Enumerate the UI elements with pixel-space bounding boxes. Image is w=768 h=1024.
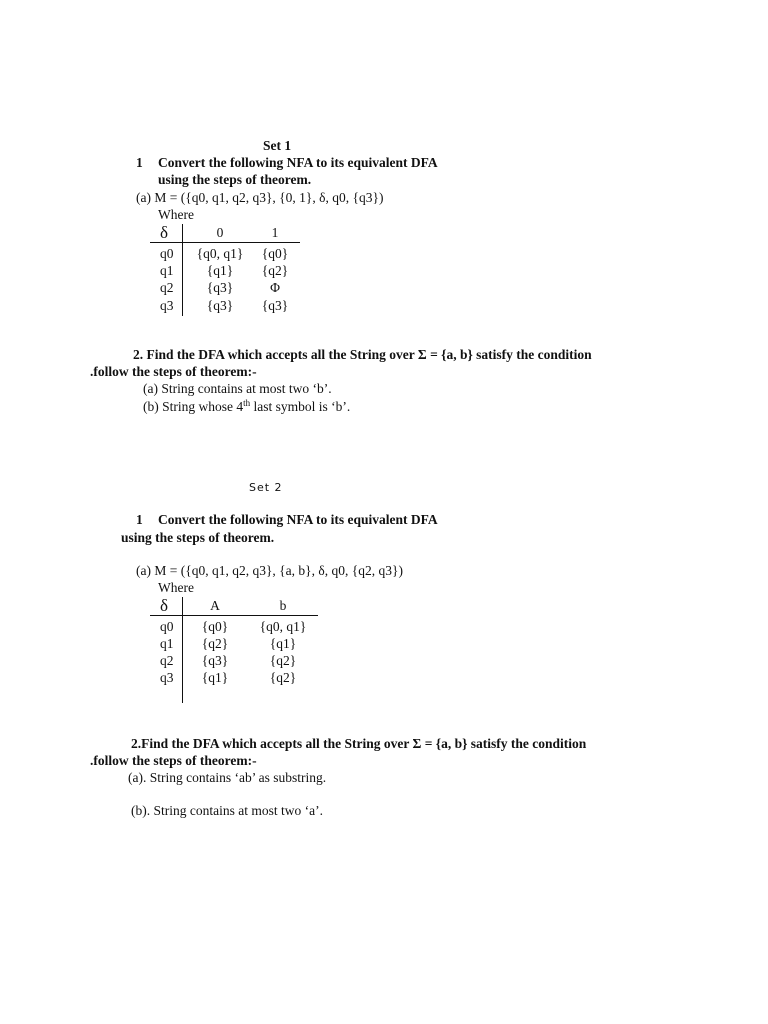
set1-q2-b-pre: (b) String whose 4 xyxy=(143,399,244,414)
set1-table-corner: δ xyxy=(160,223,169,242)
set2-q1-number: 1 xyxy=(136,512,143,527)
table-row-state: q3 xyxy=(160,298,174,313)
set2-table-col2: b xyxy=(279,598,287,613)
set1-q1-number: 1 xyxy=(136,155,143,170)
set2-q2-line1: 2.Find the DFA which accepts all the String over Σ = {a, b} satisfy the condition xyxy=(131,736,587,751)
table-row-state: q2 xyxy=(160,280,174,295)
set1-where: Where xyxy=(158,207,194,222)
table-cell: {q3} xyxy=(201,653,229,668)
set1-table-horizontal-rule xyxy=(150,242,300,243)
table-cell: {q0, q1} xyxy=(196,246,244,261)
table-cell: {q3} xyxy=(206,280,234,295)
table-row-state: q0 xyxy=(160,619,174,634)
set1-table-vertical-rule xyxy=(182,224,183,316)
table-cell: {q0} xyxy=(261,246,289,261)
set2-q2-line2: .follow the steps of theorem:- xyxy=(90,753,257,768)
set2-where: Where xyxy=(158,580,194,595)
table-row-state: q2 xyxy=(160,653,174,668)
table-cell: {q2} xyxy=(201,636,229,651)
table-cell: {q2} xyxy=(269,653,297,668)
set1-q2-b-post: last symbol is ‘b’. xyxy=(250,399,351,414)
table-row-state: q1 xyxy=(160,263,174,278)
set2-q2-b: (b). String contains at most two ‘a’. xyxy=(131,803,323,818)
set1-q1-line1: Convert the following NFA to its equivalent DFA xyxy=(158,155,438,170)
set2-table-corner: δ xyxy=(160,596,169,615)
table-row-state: q1 xyxy=(160,636,174,651)
set2-table-col1: A xyxy=(210,598,220,613)
set2-part-a: (a) M = ({q0, q1, q2, q3}, {a, b}, δ, q0, {q2, q3}) xyxy=(136,563,403,578)
set1-q2-b-sup: th xyxy=(243,398,251,408)
set1-table-col1: 0 xyxy=(216,225,224,240)
table-cell: {q1} xyxy=(269,636,297,651)
set1-table-col2: 1 xyxy=(271,225,279,240)
set1-q2-line1: 2. Find the DFA which accepts all the String over Σ = {a, b} satisfy the condition xyxy=(133,347,592,362)
set1-title: Set 1 xyxy=(263,138,292,153)
table-row-state: q0 xyxy=(160,246,174,261)
table-cell: Φ xyxy=(270,280,280,295)
set2-title: Set 2 xyxy=(249,481,283,494)
table-cell: {q1} xyxy=(201,670,229,685)
table-cell: {q3} xyxy=(261,298,289,313)
set2-table-vertical-rule xyxy=(182,597,183,703)
table-cell: {q3} xyxy=(206,298,234,313)
table-cell: {q2} xyxy=(269,670,297,685)
table-cell: {q2} xyxy=(261,263,289,278)
table-row-state: q3 xyxy=(160,670,174,685)
set1-part-a: (a) M = ({q0, q1, q2, q3}, {0, 1}, δ, q0, {q3}) xyxy=(136,190,384,205)
table-cell: {q0} xyxy=(201,619,229,634)
set1-q2-a: (a) String contains at most two ‘b’. xyxy=(143,381,332,396)
set1-q2-line2: .follow the steps of theorem:- xyxy=(90,364,257,379)
set2-q2-a: (a). String contains ‘ab’ as substring. xyxy=(128,770,327,785)
table-cell: {q0, q1} xyxy=(259,619,307,634)
set2-q1-line1: Convert the following NFA to its equivalent DFA xyxy=(158,512,438,527)
set1-q1-line2: using the steps of theorem. xyxy=(158,172,312,187)
table-cell: {q1} xyxy=(206,263,234,278)
set2-q1-line2: using the steps of theorem. xyxy=(121,530,275,545)
set1-q2-b xyxy=(143,399,350,414)
set2-table-horizontal-rule xyxy=(150,615,318,616)
